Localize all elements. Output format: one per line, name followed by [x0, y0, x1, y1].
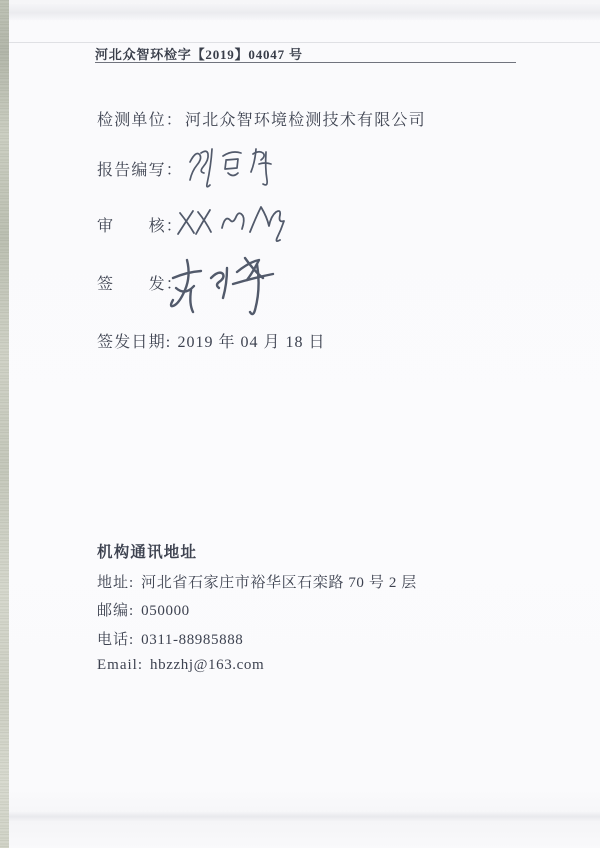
scan-artifact-bottom: [9, 812, 600, 821]
scan-fold-line: [9, 42, 600, 43]
reviewer-label: 审 核：: [97, 218, 184, 235]
testing-unit-label: 检测单位：: [97, 112, 184, 129]
email-value: hbzzhj@163.com: [150, 657, 265, 673]
issuer-signature: [161, 248, 321, 324]
phone-label: 电话:: [97, 632, 135, 648]
scan-artifact-top: [9, 4, 600, 20]
issuer-label: 签 发：: [97, 276, 184, 293]
issue-date-row: [97, 329, 325, 352]
issue-date-label: 签发日期:: [97, 334, 172, 351]
document-paper: [9, 0, 600, 848]
contact-email-row: [97, 657, 264, 674]
testing-unit-row: [97, 107, 426, 130]
report-writer-signature: [181, 140, 309, 196]
document-number: 河北众智环检字【2019】04047 号: [95, 47, 303, 62]
issue-date-value: 2019 年 04 月 18 日: [177, 334, 326, 351]
postcode-value: 050000: [141, 603, 190, 619]
testing-unit-value: 河北众智环境检测技术有限公司: [185, 112, 426, 129]
contact-address-row: [97, 571, 417, 592]
address-value: 河北省石家庄市裕华区石栾路 70 号 2 层: [141, 575, 417, 591]
email-label: Email:: [97, 657, 143, 673]
header-underline: [95, 62, 516, 63]
contact-postcode-row: [97, 599, 190, 620]
phone-value: 0311-88985888: [141, 632, 244, 648]
postcode-label: 邮编:: [97, 603, 135, 619]
address-label: 地址:: [97, 575, 135, 591]
contact-phone-row: [97, 628, 243, 649]
contact-section-title: 机构通讯地址: [97, 544, 198, 561]
reviewer-signature: [172, 197, 312, 251]
report-writer-label: 报告编写：: [97, 162, 184, 179]
scan-background-edge: [0, 0, 9, 848]
